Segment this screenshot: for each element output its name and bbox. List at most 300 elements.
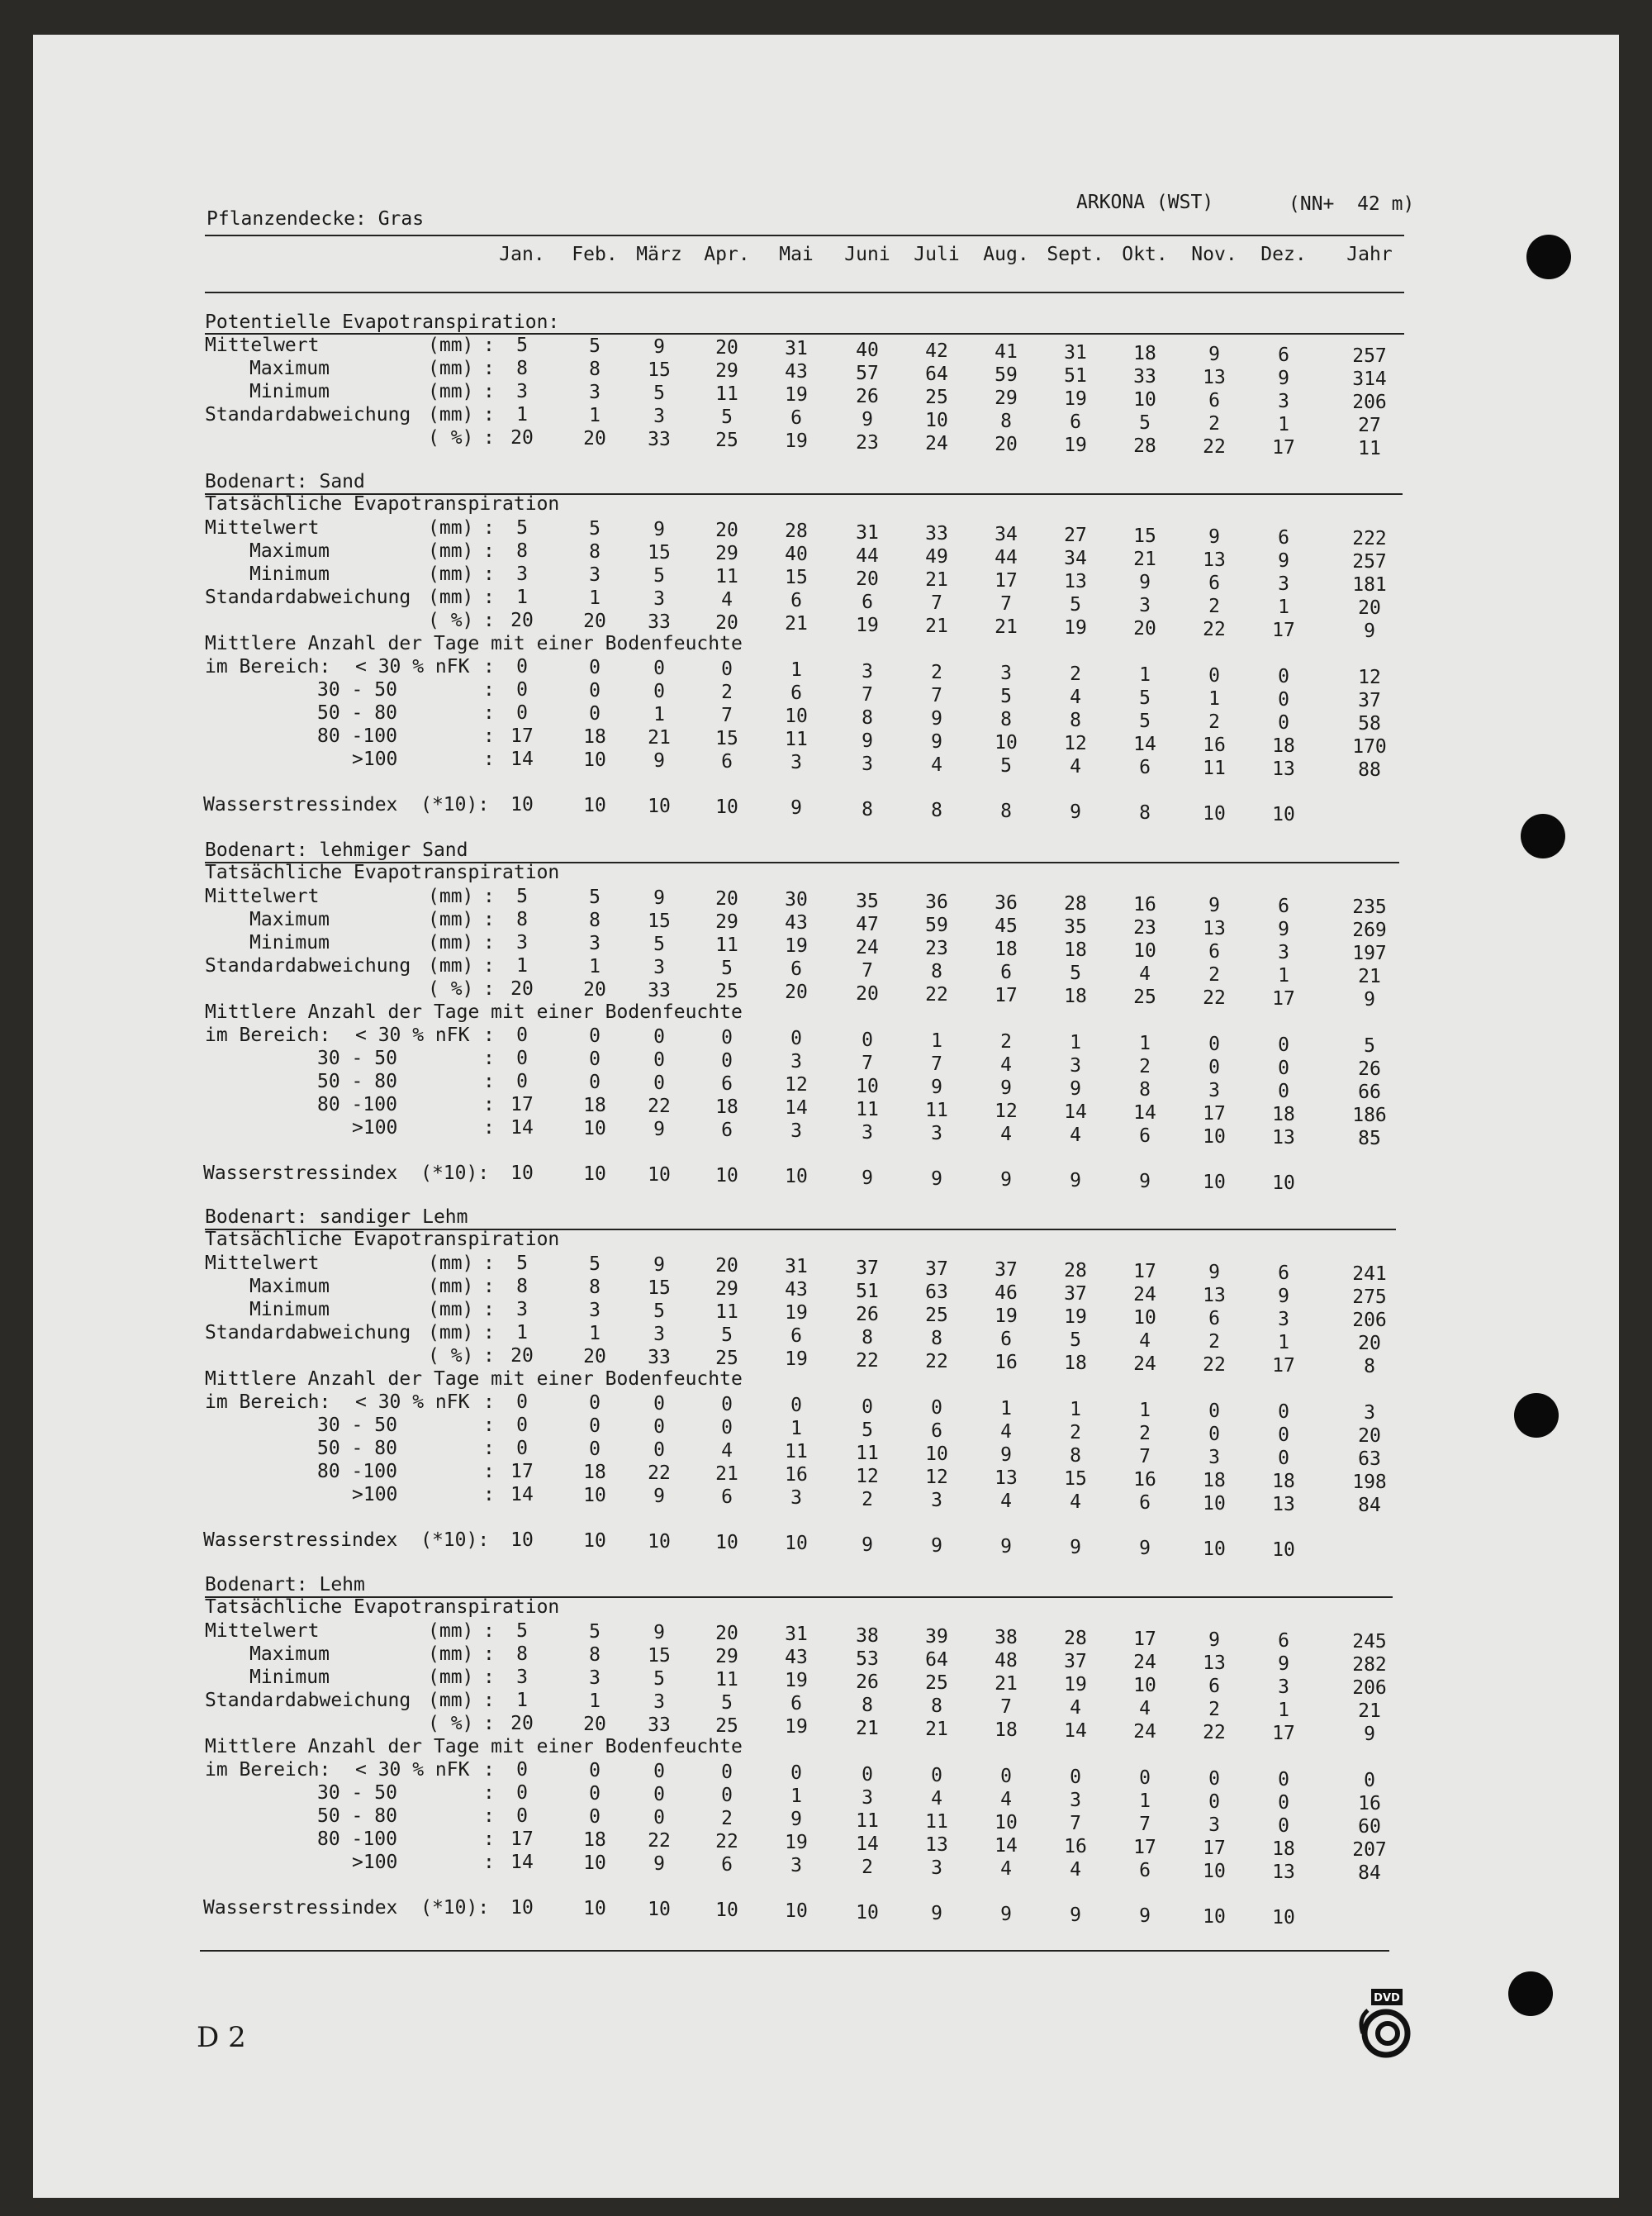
month-value: 6 xyxy=(721,1073,733,1096)
row-unit: (mm) xyxy=(428,1322,474,1343)
month-value: 43 xyxy=(785,1647,808,1669)
month-value: 28 xyxy=(1064,1259,1087,1282)
year-value: 245 xyxy=(1352,1631,1387,1653)
month-value: 11 xyxy=(856,1809,879,1832)
month-header: Nov. xyxy=(1191,244,1237,265)
month-value: 7 xyxy=(1000,1695,1012,1718)
month-value: 21 xyxy=(648,727,671,749)
month-value: 0 xyxy=(653,1393,665,1415)
stress-value: 10 xyxy=(1272,804,1295,826)
month-value: 64 xyxy=(925,1648,948,1671)
month-value: 14 xyxy=(1064,1719,1087,1742)
table-row xyxy=(0,1071,1446,1104)
year-value: 170 xyxy=(1352,736,1387,758)
month-value: 14 xyxy=(1064,1101,1087,1123)
month-value: 7 xyxy=(931,1053,942,1075)
month-value: 13 xyxy=(1203,1285,1226,1306)
month-value: 20 xyxy=(510,1713,534,1734)
row-unit: ( %) xyxy=(428,1713,474,1734)
separator: : xyxy=(483,1484,495,1505)
month-value: 48 xyxy=(995,1649,1018,1672)
month-value: 6 xyxy=(1000,961,1012,983)
month-value: 0 xyxy=(653,1784,665,1806)
row-label: Mittelwert xyxy=(205,1620,320,1642)
stress-label: Wasserstressindex (*10): xyxy=(203,1897,490,1919)
month-value: 11 xyxy=(715,934,738,957)
month-value: 5 xyxy=(516,335,528,356)
month-value: 0 xyxy=(653,1416,665,1438)
table-row xyxy=(0,1299,1446,1332)
stress-value: 10 xyxy=(1203,1538,1226,1560)
row-label: Standardabweichung xyxy=(205,955,411,977)
table-row xyxy=(0,656,1446,689)
month-value: 5 xyxy=(516,1620,528,1642)
month-value: 18 xyxy=(995,938,1018,960)
month-value: 20 xyxy=(856,568,879,590)
month-value: 8 xyxy=(862,1326,873,1348)
month-value: 25 xyxy=(1133,986,1156,1008)
table-row xyxy=(0,1484,1446,1517)
month-value: 33 xyxy=(648,1347,671,1369)
station-elevation: (NN+ 42 m) xyxy=(1289,193,1415,215)
month-value: 6 xyxy=(790,682,802,705)
month-value: 11 xyxy=(925,1810,948,1833)
month-value: 8 xyxy=(589,541,601,564)
year-value: 66 xyxy=(1358,1082,1381,1104)
month-value: 1 xyxy=(1139,1032,1151,1054)
month-header: Apr. xyxy=(704,244,750,265)
separator: : xyxy=(483,1299,495,1320)
month-value: 3 xyxy=(1278,391,1289,413)
row-label: Minimum xyxy=(249,564,330,585)
month-value: 26 xyxy=(856,1303,879,1325)
stress-value: 10 xyxy=(1203,1906,1226,1928)
month-value: 19 xyxy=(995,1305,1018,1327)
month-value: 1 xyxy=(516,955,528,977)
month-value: 13 xyxy=(1272,1862,1295,1884)
month-value: 0 xyxy=(1208,1791,1220,1813)
year-value: 3 xyxy=(1364,1402,1375,1424)
month-value: 20 xyxy=(715,1255,738,1277)
month-value: 4 xyxy=(1000,1857,1012,1880)
month-value: 17 xyxy=(1272,1723,1295,1745)
month-value: 17 xyxy=(510,1094,534,1115)
month-value: 3 xyxy=(1070,1054,1081,1077)
month-value: 6 xyxy=(1139,1491,1151,1514)
separator: : xyxy=(483,702,495,724)
rule xyxy=(205,1229,1396,1230)
month-value: 18 xyxy=(1064,939,1087,961)
month-value: 3 xyxy=(790,752,802,774)
month-value: 0 xyxy=(589,1025,601,1048)
row-unit: (mm) xyxy=(428,358,474,379)
stress-row xyxy=(0,1529,1446,1562)
month-value: 1 xyxy=(589,1691,601,1713)
month-value: 5 xyxy=(589,335,601,358)
month-value: 24 xyxy=(856,936,879,958)
month-value: 19 xyxy=(1064,1673,1087,1695)
month-value: 1 xyxy=(1139,1399,1151,1421)
month-value: 0 xyxy=(1208,1400,1220,1422)
stress-value: 9 xyxy=(1139,1905,1151,1927)
month-value: 4 xyxy=(1000,1053,1012,1076)
month-value: 14 xyxy=(510,1117,534,1139)
month-value: 14 xyxy=(510,749,534,770)
month-value: 6 xyxy=(1208,573,1220,594)
range-label: < 30 % nFK xyxy=(355,656,470,678)
stress-value: 8 xyxy=(931,799,942,821)
separator: : xyxy=(483,1461,495,1482)
stress-value: 8 xyxy=(862,798,873,820)
month-value: 3 xyxy=(1278,573,1289,596)
month-value: 9 xyxy=(862,730,873,752)
month-value: 0 xyxy=(516,679,528,701)
month-value: 3 xyxy=(790,1051,802,1073)
separator: : xyxy=(483,978,495,1000)
month-value: 8 xyxy=(1070,709,1081,731)
row-label: Standardabweichung xyxy=(205,1322,411,1343)
table-row xyxy=(0,1094,1446,1127)
month-value: 18 xyxy=(715,1096,738,1119)
days-title: Mittlere Anzahl der Tage mit einer Bodenfeuchte xyxy=(205,1001,743,1023)
month-value: 8 xyxy=(862,706,873,729)
month-value: 10 xyxy=(583,1852,606,1875)
stress-value: 9 xyxy=(1070,801,1081,823)
month-value: 10 xyxy=(1133,388,1156,411)
month-value: 21 xyxy=(925,568,948,591)
separator: : xyxy=(483,909,495,930)
month-value: 44 xyxy=(856,544,879,567)
month-value: 0 xyxy=(1278,689,1289,711)
month-value: 41 xyxy=(995,340,1018,363)
year-value: 181 xyxy=(1352,574,1387,597)
month-value: 26 xyxy=(856,1671,879,1693)
month-value: 20 xyxy=(995,433,1018,455)
month-value: 34 xyxy=(1064,547,1087,569)
month-value: 2 xyxy=(721,1808,733,1830)
month-value: 4 xyxy=(931,1787,942,1809)
month-value: 2 xyxy=(1208,413,1220,435)
separator: : xyxy=(483,1322,495,1343)
range-label: 50 - 80 xyxy=(317,1438,397,1459)
month-header: Okt. xyxy=(1122,244,1168,265)
row-label: Minimum xyxy=(249,1299,330,1320)
table-row xyxy=(0,1253,1446,1286)
month-value: 20 xyxy=(583,611,606,633)
stress-value: 10 xyxy=(510,794,534,816)
month-value: 0 xyxy=(653,681,665,703)
month-value: 25 xyxy=(925,386,948,408)
month-value: 3 xyxy=(653,406,665,428)
month-value: 0 xyxy=(1278,1769,1289,1791)
section-title-potential: Potentielle Evapotranspiration: xyxy=(205,311,560,333)
month-value: 24 xyxy=(1133,1353,1156,1375)
month-value: 0 xyxy=(931,1764,942,1786)
month-value: 14 xyxy=(510,1852,534,1873)
month-value: 3 xyxy=(516,1667,528,1688)
month-value: 18 xyxy=(1064,985,1087,1007)
month-value: 1 xyxy=(790,1786,802,1808)
month-value: 17 xyxy=(1272,620,1295,642)
separator: : xyxy=(483,427,495,449)
separator: : xyxy=(483,1071,495,1092)
row-label: Mittelwert xyxy=(205,335,320,356)
month-value: 27 xyxy=(1064,524,1087,546)
month-value: 28 xyxy=(1133,435,1156,457)
month-value: 3 xyxy=(1278,942,1289,964)
separator: : xyxy=(483,587,495,608)
month-value: 3 xyxy=(931,1857,942,1879)
row-label: Maximum xyxy=(249,1643,330,1665)
stress-value: 9 xyxy=(1139,1537,1151,1559)
stress-value: 10 xyxy=(510,1163,534,1184)
row-unit: (mm) xyxy=(428,886,474,907)
year-value: 282 xyxy=(1352,1654,1387,1676)
month-value: 6 xyxy=(1139,1125,1151,1147)
row-unit: ( %) xyxy=(428,978,474,1000)
year-value: 5 xyxy=(1364,1035,1375,1058)
table-row xyxy=(0,335,1446,368)
row-unit: ( %) xyxy=(428,427,474,449)
month-value: 19 xyxy=(785,1832,808,1854)
month-value: 3 xyxy=(589,1300,601,1322)
month-value: 21 xyxy=(995,616,1018,638)
month-value: 19 xyxy=(785,1670,808,1692)
soil-subtitle: Tatsächliche Evapotranspiration xyxy=(205,493,560,515)
stress-value: 9 xyxy=(862,1167,873,1189)
stress-label: Wasserstressindex (*10): xyxy=(203,1529,490,1551)
year-value: 20 xyxy=(1358,1333,1381,1355)
year-value: 186 xyxy=(1352,1105,1387,1127)
month-value: 18 xyxy=(583,1095,606,1117)
stress-value: 9 xyxy=(931,1902,942,1924)
stress-value: 10 xyxy=(648,796,671,818)
month-value: 8 xyxy=(516,1643,528,1665)
month-value: 12 xyxy=(925,1466,948,1488)
stress-value: 9 xyxy=(1000,1535,1012,1557)
row-unit: (mm) xyxy=(428,1667,474,1688)
month-value: 0 xyxy=(516,1048,528,1069)
month-value: 0 xyxy=(589,657,601,679)
month-value: 0 xyxy=(516,1415,528,1436)
month-value: 25 xyxy=(925,1672,948,1694)
month-value: 15 xyxy=(648,1645,671,1667)
month-header: Dez. xyxy=(1260,244,1307,265)
month-value: 9 xyxy=(1000,1443,1012,1466)
month-value: 6 xyxy=(1278,1263,1289,1285)
month-value: 22 xyxy=(1203,619,1226,640)
month-value: 43 xyxy=(785,1279,808,1301)
table-row xyxy=(0,564,1446,597)
stress-value: 9 xyxy=(790,797,802,820)
month-value: 31 xyxy=(1064,341,1087,364)
month-value: 4 xyxy=(1139,1329,1151,1352)
separator: : xyxy=(483,564,495,585)
separator: : xyxy=(483,1782,495,1804)
month-value: 17 xyxy=(995,569,1018,592)
month-value: 17 xyxy=(1272,1355,1295,1377)
month-value: 5 xyxy=(589,1621,601,1643)
month-value: 3 xyxy=(1208,1814,1220,1836)
month-value: 8 xyxy=(516,909,528,930)
separator: : xyxy=(483,886,495,907)
row-unit: (mm) xyxy=(428,335,474,356)
separator: : xyxy=(483,335,495,356)
row-unit: (mm) xyxy=(428,1276,474,1297)
separator: : xyxy=(483,517,495,539)
table-row xyxy=(0,702,1446,735)
month-value: 7 xyxy=(1070,1812,1081,1834)
month-value: 17 xyxy=(1203,1838,1226,1859)
month-value: 19 xyxy=(785,430,808,453)
month-value: 11 xyxy=(785,1441,808,1463)
month-value: 0 xyxy=(653,1761,665,1783)
row-unit: (mm) xyxy=(428,381,474,402)
month-value: 6 xyxy=(862,591,873,613)
month-value: 33 xyxy=(648,611,671,634)
month-value: 0 xyxy=(721,1027,733,1049)
page-code: D 2 xyxy=(197,2021,246,2054)
month-value: 6 xyxy=(1278,1630,1289,1652)
month-value: 17 xyxy=(510,1828,534,1850)
month-value: 33 xyxy=(648,1714,671,1737)
month-value: 21 xyxy=(856,1717,879,1739)
month-value: 4 xyxy=(1000,1420,1012,1443)
month-value: 13 xyxy=(995,1467,1018,1489)
month-value: 63 xyxy=(925,1281,948,1303)
month-value: 1 xyxy=(589,1323,601,1345)
month-value: 4 xyxy=(1070,1696,1081,1719)
year-value: 12 xyxy=(1358,667,1381,689)
month-value: 1 xyxy=(1139,663,1151,686)
month-value: 23 xyxy=(925,937,948,959)
month-value: 0 xyxy=(589,1760,601,1782)
month-value: 3 xyxy=(1070,1789,1081,1811)
month-value: 9 xyxy=(1278,919,1289,941)
month-value: 11 xyxy=(925,1099,948,1121)
month-value: 4 xyxy=(1139,1697,1151,1719)
stress-value: 10 xyxy=(715,797,738,819)
range-prefix: im Bereich: xyxy=(205,656,331,678)
month-value: 0 xyxy=(721,1785,733,1807)
days-title: Mittlere Anzahl der Tage mit einer Bodenfeuchte xyxy=(205,1736,743,1757)
month-value: 17 xyxy=(1203,1103,1226,1125)
range-label: 80 -100 xyxy=(317,725,397,747)
month-value: 5 xyxy=(516,886,528,907)
month-value: 26 xyxy=(856,385,879,407)
month-value: 3 xyxy=(1278,1676,1289,1699)
month-value: 1 xyxy=(1070,1031,1081,1053)
separator: : xyxy=(483,1690,495,1711)
month-value: 3 xyxy=(790,1120,802,1143)
month-value: 33 xyxy=(1133,365,1156,388)
month-value: 18 xyxy=(1272,1838,1295,1861)
month-value: 14 xyxy=(510,1484,534,1505)
stress-value: 9 xyxy=(1070,1536,1081,1558)
month-value: 7 xyxy=(862,1052,873,1074)
month-value: 21 xyxy=(785,613,808,635)
month-value: 9 xyxy=(931,1076,942,1098)
month-value: 1 xyxy=(1070,1398,1081,1420)
month-value: 6 xyxy=(1208,1308,1220,1329)
soil-title: Bodenart: Sand xyxy=(205,471,365,492)
month-header: Jahr xyxy=(1346,244,1393,265)
table-row xyxy=(0,909,1446,942)
row-unit: (mm) xyxy=(428,1620,474,1642)
month-value: 0 xyxy=(653,1807,665,1829)
month-value: 1 xyxy=(1208,688,1220,710)
month-value: 4 xyxy=(1070,1124,1081,1146)
month-value: 7 xyxy=(1000,592,1012,615)
month-value: 11 xyxy=(856,1442,879,1464)
month-value: 2 xyxy=(1208,596,1220,617)
year-value: 269 xyxy=(1352,920,1387,942)
month-value: 14 xyxy=(1133,1101,1156,1124)
month-value: 10 xyxy=(925,1443,948,1465)
month-value: 6 xyxy=(721,1486,733,1509)
month-value: 10 xyxy=(583,1485,606,1507)
row-unit: ( %) xyxy=(428,1345,474,1367)
year-value: 26 xyxy=(1358,1058,1381,1081)
month-value: 0 xyxy=(516,1071,528,1092)
month-value: 49 xyxy=(925,545,948,568)
year-value: 58 xyxy=(1358,713,1381,735)
table-row xyxy=(0,1461,1446,1494)
month-value: 8 xyxy=(1000,410,1012,432)
year-value: 257 xyxy=(1352,551,1387,573)
month-value: 24 xyxy=(1133,1651,1156,1673)
separator: : xyxy=(483,749,495,770)
month-value: 8 xyxy=(931,1327,942,1349)
table-row xyxy=(0,1620,1446,1653)
month-value: 5 xyxy=(1000,685,1012,707)
month-value: 0 xyxy=(653,658,665,680)
punch-hole xyxy=(1526,235,1571,279)
range-label: 30 - 50 xyxy=(317,679,397,701)
month-value: 39 xyxy=(925,1625,948,1648)
month-value: 13 xyxy=(1272,1494,1295,1516)
range-label: < 30 % nFK xyxy=(355,1025,470,1046)
row-label: Maximum xyxy=(249,358,330,379)
month-value: 9 xyxy=(1278,550,1289,573)
stress-value: 10 xyxy=(583,1530,606,1553)
month-value: 11 xyxy=(1203,758,1226,779)
month-value: 0 xyxy=(1139,1767,1151,1789)
month-value: 5 xyxy=(1139,411,1151,434)
year-value: 88 xyxy=(1358,759,1381,782)
range-label: >100 xyxy=(352,749,398,770)
month-value: 16 xyxy=(1064,1835,1087,1857)
month-value: 17 xyxy=(1272,988,1295,1011)
month-value: 6 xyxy=(721,751,733,773)
year-value: 9 xyxy=(1364,1724,1375,1746)
separator: : xyxy=(483,1438,495,1459)
month-value: 20 xyxy=(785,982,808,1004)
table-row xyxy=(0,1345,1446,1378)
month-value: 4 xyxy=(1070,755,1081,778)
month-value: 1 xyxy=(589,956,601,978)
stress-value: 8 xyxy=(1139,801,1151,824)
month-value: 0 xyxy=(790,1762,802,1785)
month-value: 22 xyxy=(856,1349,879,1372)
stress-value: 10 xyxy=(583,1163,606,1186)
table-row xyxy=(0,1438,1446,1471)
stress-label: Wasserstressindex (*10): xyxy=(203,794,490,816)
separator: : xyxy=(483,1094,495,1115)
table-row xyxy=(0,1667,1446,1700)
punch-hole xyxy=(1514,1393,1559,1438)
month-value: 0 xyxy=(589,1049,601,1071)
